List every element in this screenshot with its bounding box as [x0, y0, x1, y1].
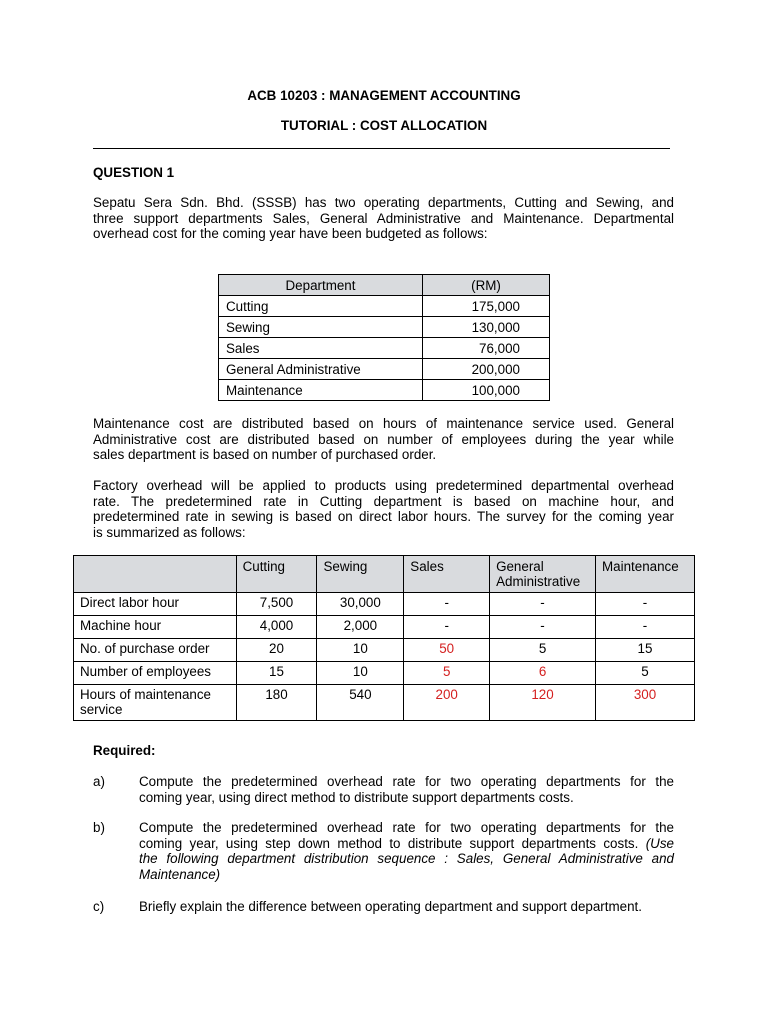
item-line-italic: (Use — [645, 835, 674, 851]
item-line-italic: the following department distribution sequence : Sales, General Administrative and — [139, 851, 674, 866]
column-header-maintenance: Maintenance — [596, 556, 695, 593]
cell-cutting: 180 — [236, 685, 317, 721]
row-label: No. of purchase order — [74, 639, 237, 662]
table-header-row — [219, 275, 550, 296]
cell-maintenance: 5 — [596, 662, 695, 685]
cell-sewing: 2,000 — [317, 616, 404, 639]
allocation-line: Administrative cost are distributed based on number of employees during the year while — [93, 431, 674, 447]
overhead-line: rate. The predetermined rate in Cutting department is based on machine hour, and — [93, 493, 674, 509]
cell-sewing: 10 — [317, 639, 404, 662]
column-header-blank — [74, 556, 237, 593]
required-heading: Required: — [93, 743, 156, 758]
cell-sales: 50 — [404, 639, 490, 662]
row-label: Direct labor hour — [74, 593, 237, 616]
cell-sewing: 540 — [317, 685, 404, 721]
intro-line: three support departments Sales, General Administrative and Maintenance. Departmental — [93, 210, 674, 226]
cell-sales: - — [404, 616, 490, 639]
column-header-sales: Sales — [404, 556, 490, 593]
intro-line: overhead cost for the coming year have been budgeted as follows: — [93, 226, 488, 241]
overhead-line: predetermined rate in sewing is based on direct labor hours. The survey for the coming year — [93, 509, 674, 524]
table-row — [74, 616, 695, 639]
cell-sales: - — [404, 593, 490, 616]
allocation-line: Maintenance cost are distributed based on hours of maintenance service used. General — [93, 416, 674, 431]
table-row — [219, 338, 550, 359]
cell-general: 6 — [490, 662, 596, 685]
department-amount: 200,000 — [423, 359, 550, 380]
table-row — [74, 593, 695, 616]
table-row — [74, 685, 695, 721]
item-letter-a: a) — [93, 774, 105, 789]
cell-cutting: 20 — [236, 639, 317, 662]
department-name: Sewing — [219, 317, 423, 338]
cell-general: 5 — [490, 639, 596, 662]
department-name: Maintenance — [219, 380, 423, 401]
column-header-amount: (RM) — [423, 275, 550, 296]
table-row — [219, 380, 550, 401]
column-header-cutting: Cutting — [236, 556, 317, 593]
row-label: Number of employees — [74, 662, 237, 685]
item-line — [139, 836, 674, 852]
item-text-c — [139, 899, 674, 915]
department-amount: 130,000 — [423, 317, 550, 338]
department-amount: 100,000 — [423, 380, 550, 401]
cell-sales: 200 — [404, 685, 490, 721]
item-line: Compute the predetermined overhead rate for two operating departments for the — [139, 774, 674, 789]
cell-general: - — [490, 593, 596, 616]
table-header-row — [74, 556, 695, 593]
column-header-sewing: Sewing — [317, 556, 404, 593]
department-name: Cutting — [219, 296, 423, 317]
intro-paragraph — [93, 195, 674, 242]
item-line: coming year, using direct method to distribute support departments costs. — [139, 789, 574, 805]
cell-maintenance: 15 — [596, 639, 695, 662]
course-title: ACB 10203 : MANAGEMENT ACCOUNTING — [247, 88, 521, 103]
overhead-line: is summarized as follows: — [93, 524, 246, 540]
allocation-line: sales department is based on number of purchased order. — [93, 447, 437, 462]
item-line-italic: Maintenance) — [139, 866, 221, 882]
cell-maintenance: 300 — [596, 685, 695, 721]
department-cost-table — [218, 274, 550, 401]
item-text-b — [139, 820, 674, 882]
cell-sewing: 10 — [317, 662, 404, 685]
row-label: Machine hour — [74, 616, 237, 639]
table-row — [74, 662, 695, 685]
cell-cutting: 4,000 — [236, 616, 317, 639]
overhead-line: Factory overhead will be applied to products using predetermined departmental overhead — [93, 478, 674, 493]
cell-cutting: 15 — [236, 662, 317, 685]
department-name: General Administrative — [219, 359, 423, 380]
table-row — [219, 296, 550, 317]
title-divider — [93, 148, 670, 149]
item-line: Briefly explain the difference between operating department and support department. — [139, 899, 642, 914]
item-line: Compute the predetermined overhead rate for two operating departments for the — [139, 820, 674, 835]
cell-sewing: 30,000 — [317, 593, 404, 616]
cell-maintenance: - — [596, 593, 695, 616]
item-line-text: coming year, using step down method to distribute support departments costs. — [139, 835, 639, 851]
question-title: QUESTION 1 — [93, 165, 175, 180]
tutorial-title: TUTORIAL : COST ALLOCATION — [280, 118, 488, 133]
survey-table — [73, 555, 695, 721]
item-text-a — [139, 774, 674, 805]
item-letter-c: c) — [93, 899, 105, 914]
department-name: Sales — [219, 338, 423, 359]
column-header-department: Department — [219, 275, 423, 296]
department-amount: 76,000 — [423, 338, 550, 359]
item-letter-b: b) — [93, 820, 105, 835]
cell-sales: 5 — [404, 662, 490, 685]
row-label: Hours of maintenance service — [74, 685, 237, 721]
table-row — [219, 359, 550, 380]
table-row — [74, 639, 695, 662]
cell-maintenance: - — [596, 616, 695, 639]
table-row — [219, 317, 550, 338]
cell-cutting: 7,500 — [236, 593, 317, 616]
cell-general: - — [490, 616, 596, 639]
cell-general: 120 — [490, 685, 596, 721]
column-header-general-administrative: General Administrative — [490, 556, 596, 593]
intro-line: Sepatu Sera Sdn. Bhd. (SSSB) has two operating departments, Cutting and Sewing, and — [93, 195, 674, 210]
department-amount: 175,000 — [423, 296, 550, 317]
overhead-paragraph — [93, 478, 674, 540]
allocation-paragraph — [93, 416, 674, 463]
